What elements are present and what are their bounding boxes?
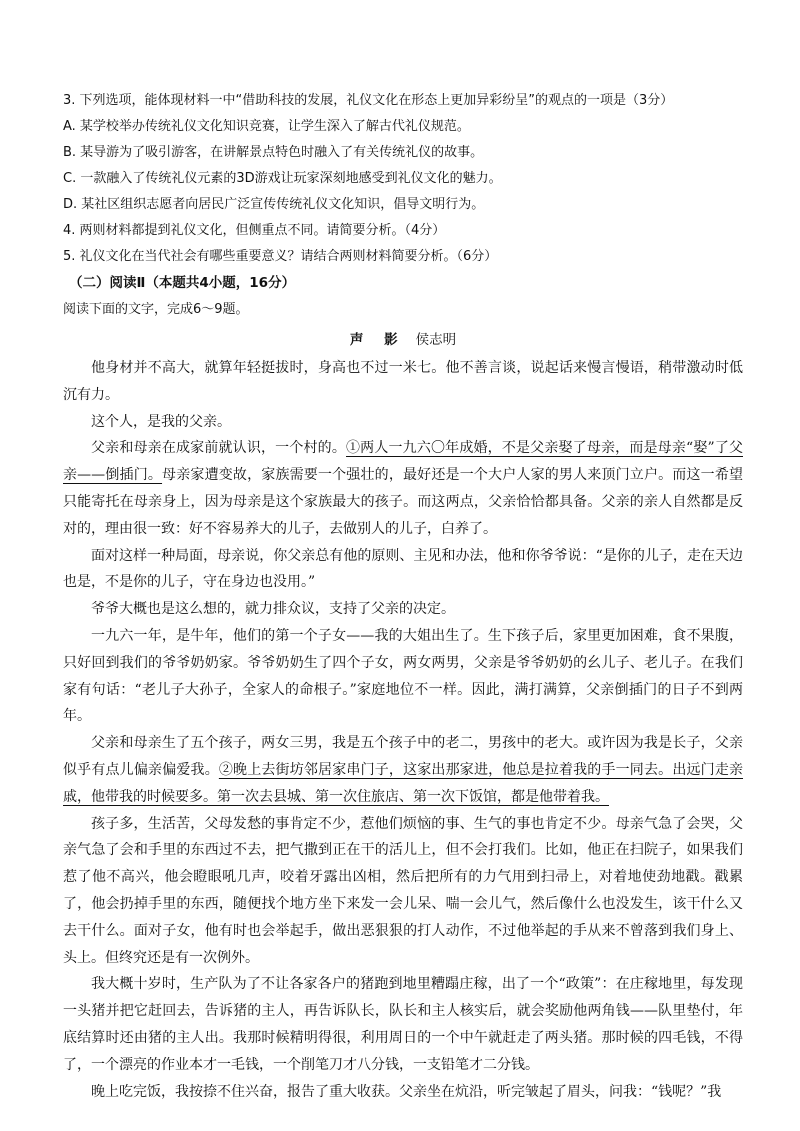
article-title: 声 影: [349, 332, 406, 348]
paragraph-8: 孩子多，生活苦，父母发愁的事肯定不少，惹他们烦恼的事、生气的事也肯定不少。母亲气急了会哭，父亲气急了会和手里的东西过不去，把气撒到正在干的活儿上，但不会打我们。比如，他正在扫院子，如果我们惹了他不高兴，他会瞪眼吼几声，咬着牙露出凶相，然后把所有的力气用到扫帚上，对着地使劲地戳。戳累了，他会扔掉手里的东西，随便找个地方坐下来发一会儿呆、喘一会儿气，然后像什么也没发生，该干什么又去干什么。面对子女，他有时也会举起手，做出恶狠狠的打人动作，不过他举起的手从来不曾落到我们身上、头上。但终究还是有一次例外。: [63, 815, 743, 966]
paragraph-2: 这个人，是我的父亲。: [91, 413, 231, 430]
paragraph-5: 爷爷大概也是这么想的，就力排众议，支持了父亲的决定。: [91, 601, 455, 618]
option-b: B. 某导游为了吸引游客，在讲解景点特色时融入了有关传统礼仪的故事。: [63, 145, 484, 160]
option-c: C. 一款融入了传统礼仪元素的3D游戏让玩家深刻地感受到礼仪文化的魅力。: [63, 171, 502, 186]
paragraph-1: 他身材并不高大，就算年轻挺拔时，身高也不过一米七。他不善言谈，说起话来慢言慢语，稍带激动时低沉有力。: [63, 360, 743, 403]
option-d: D. 某社区组织志愿者向居民广泛宣传传统礼仪文化知识，倡导文明行为。: [63, 197, 485, 212]
paragraph-4: 面对这样一种局面，母亲说，你父亲总有他的原则、主见和办法，他和你爷爷说：“是你的儿子，走在天边也是，不是你的儿子，守在身边也没用。”: [63, 547, 743, 591]
underlined-sentence-1: ①两人一九六〇年成婚，不是父亲娶了母亲，而是母亲“娶”了父亲——倒插门。: [63, 440, 743, 484]
paragraph-9: 我大概十岁时，生产队为了不让各家各户的猪跑到地里糟蹋庄稼，出了一个“政策”：在庄稼地里，每发现一头猪并把它赶回去，告诉猪的主人，再告诉队长，队长和主人核实后，就会奖励他两角钱——队里垫付，年底结算时还由猪的主人出。我那时候精明得很，利用周日的一个中午就赶走了两头猪。那时候的四毛钱，不得了，一个漂亮的作业本才一毛钱，一个削笔刀才八分钱，一支铅笔才二分钱。: [63, 976, 743, 1073]
paragraph-7: [63, 730, 743, 810]
paragraph-7-text-a: 父亲和母亲生了五个孩子，两女三男，我是五个孩子中的老二，男孩中的老大。或许因为我是长子，父亲似乎有点儿偏亲偏爱我。: [63, 735, 743, 778]
paragraph-3-text-a: 父亲和母亲在成家前就认识，一个村的。: [91, 440, 347, 457]
article-heading: [63, 325, 743, 355]
question-block: [63, 88, 743, 1105]
article-author: 侯志明: [415, 332, 457, 348]
paragraph-10: 晚上吃完饭，我按捺不住兴奋，报告了重大收获。父亲坐在炕沿，听完皱起了眉头，问我：“钱呢？”我: [91, 1083, 722, 1100]
question-4: 4. 两则材料都提到礼仪文化，但侧重点不同。请简要分析。（4分）: [63, 223, 446, 238]
paragraph-6: 一九六一年，是牛年，他们的第一个子女——我的大姐出生了。生下孩子后，家里更加困难，食不果腹，只好回到我们的爷爷奶奶家。爷爷奶奶生了四个子女，两女两男，父亲是爷爷奶奶的幺儿子、老儿子。在我们家有句话：“老儿子大孙子，全家人的命根子。”家庭地位不一样。因此，满打满算，父亲倒插门的日子不到两年。: [63, 627, 743, 725]
paragraph-3-text-b: 母亲家遭变故，家族需要一个强壮的，最好还是一个大户人家的男人来顶门立户。而这一希望只能寄托在母亲身上，因为母亲是这个家族最大的孩子。而这两点，父亲恰恰都具备。父亲的亲人自然都是反对的，理由很一致：好不容易养大的儿子，去做别人的儿子，白养了。: [63, 467, 744, 537]
paragraph-3: [63, 435, 743, 542]
underlined-sentence-2: ②晚上去街坊邻居家串门子，这家出那家进，他总是拉着我的手一同去。出远门走亲戚，他带我的时候要多。第一次去县城、第一次住旅店、第一次下饭馆，都是他带着我。: [63, 761, 744, 805]
option-a: A. 某学校举办传统礼仪文化知识竞赛，让学生深入了解古代礼仪规范。: [63, 119, 470, 134]
question-3: 3. 下列选项，能体现材料一中“借助科技的发展，礼仪文化在形态上更加异彩纷呈”的观点的一项是（3分）: [63, 93, 674, 108]
question-5: 5. 礼仪文化在当代社会有哪些重要意义？请结合两则材料简要分析。（6分）: [63, 249, 498, 264]
section-title: （二）阅读Ⅱ（本题共4小题，16分）: [69, 275, 296, 291]
article-body: [63, 355, 743, 1105]
section-instruction: 阅读下面的文字，完成6～9题。: [63, 302, 249, 317]
